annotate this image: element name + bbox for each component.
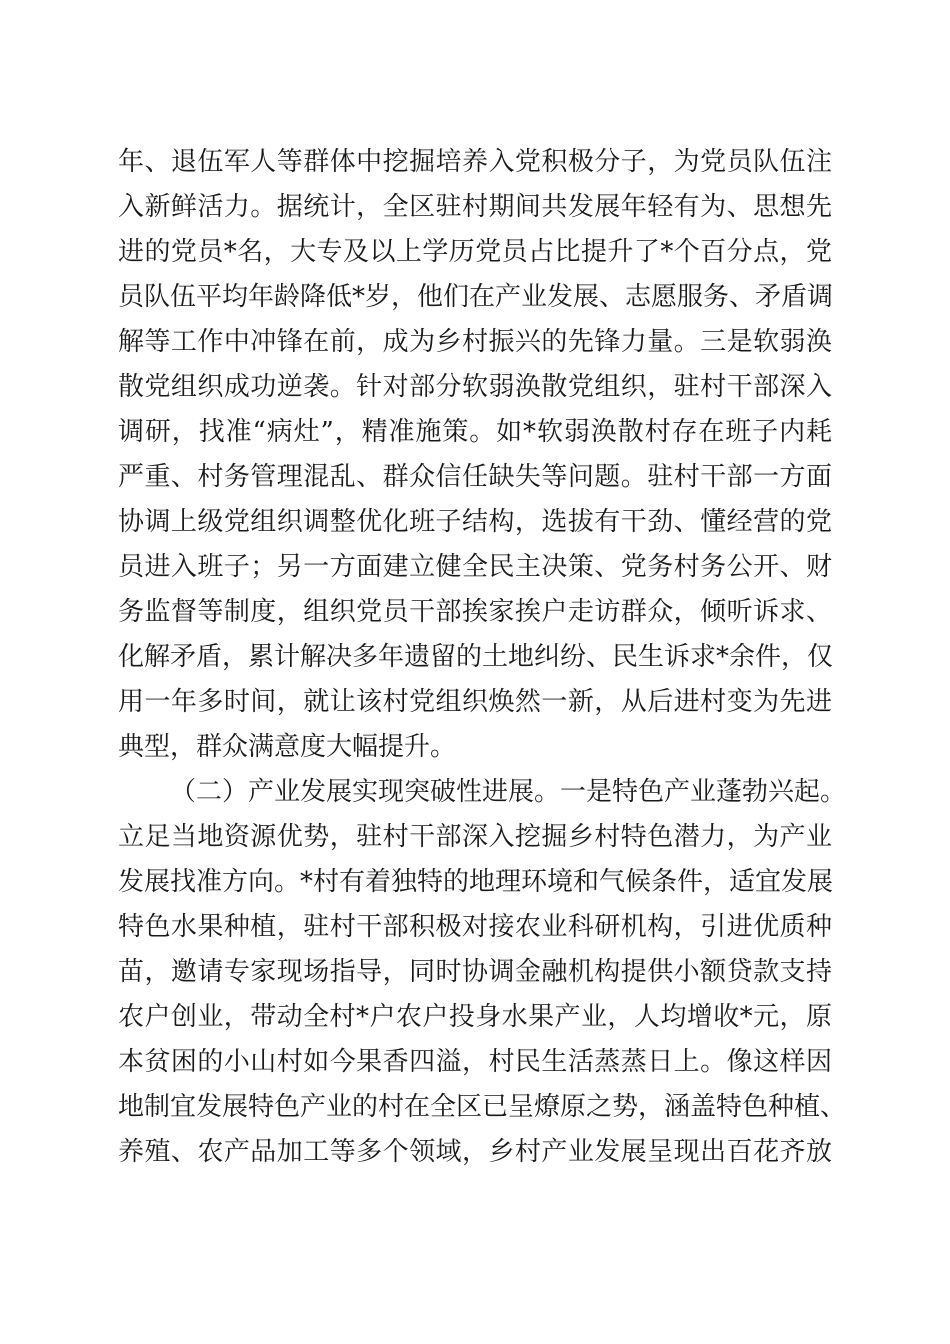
paragraph-end-line: 典型，群众满意度大幅提升。 xyxy=(118,732,457,762)
body-text xyxy=(118,140,847,1175)
text-line: 立足当地资源优势，驻村干部深入挖掘乡村特色潜力，为产业 xyxy=(118,822,832,852)
text-line: 本贫困的小山村如今果香四溢，村民生活蒸蒸日上。像这样因 xyxy=(118,1047,832,1077)
text-line: 入新鲜活力。据统计，全区驻村期间共发展年轻有为、思想先 xyxy=(118,192,832,222)
text-line: 发展找准方向。*村有着独特的地理环境和气候条件，适宜发展 xyxy=(118,867,834,897)
text-line: 农户创业，带动全村*户农户投身水果产业，人均增收*元，原 xyxy=(118,1002,832,1032)
text-line: 养殖、农产品加工等多个领域，乡村产业发展呈现出百花齐放 xyxy=(118,1137,832,1167)
text-line: 化解矛盾，累计解决多年遗留的土地纠纷、民生诉求*余件，仅 xyxy=(118,642,834,672)
text-line: 用一年多时间，就让该村党组织焕然一新，从后进村变为先进 xyxy=(118,687,832,717)
text-line: 散党组织成功逆袭。针对部分软弱涣散党组织，驻村干部深入 xyxy=(118,372,832,402)
text-line: 地制宜发展特色产业的村在全区已呈燎原之势，涵盖特色种植、 xyxy=(118,1092,847,1122)
text-line: 解等工作中冲锋在前，成为乡村振兴的先锋力量。三是软弱涣 xyxy=(118,327,832,357)
text-line: 员队伍平均年龄降低*岁，他们在产业发展、志愿服务、矛盾调 xyxy=(118,282,834,312)
text-line: 年、退伍军人等群体中挖掘培养入党积极分子，为党员队伍注 xyxy=(118,147,832,177)
text-line: 特色水果种植，驻村干部积极对接农业科研机构，引进优质种 xyxy=(118,912,832,942)
text-line: 进的党员*名，大专及以上学历党员占比提升了*个百分点，党 xyxy=(118,237,832,267)
text-line: 协调上级党组织调整优化班子结构，选拔有干劲、懂经营的党 xyxy=(118,507,832,537)
text-line: 员进入班子；另一方面建立健全民主决策、党务村务公开、财 xyxy=(118,552,832,582)
text-line: 严重、村务管理混乱、群众信任缺失等问题。驻村干部一方面 xyxy=(118,462,832,492)
text-line: 苗，邀请专家现场指导，同时协调金融机构提供小额贷款支持 xyxy=(118,957,832,987)
text-line: 务监督等制度，组织党员干部挨家挨户走访群众，倾听诉求、 xyxy=(118,597,832,627)
text-line: 调研，找准“病灶”，精准施策。如*软弱涣散村存在班子内耗 xyxy=(118,417,832,447)
section-heading-line: （二）产业发展实现突破性进展。一是特色产业蓬勃兴起。 xyxy=(170,777,847,807)
